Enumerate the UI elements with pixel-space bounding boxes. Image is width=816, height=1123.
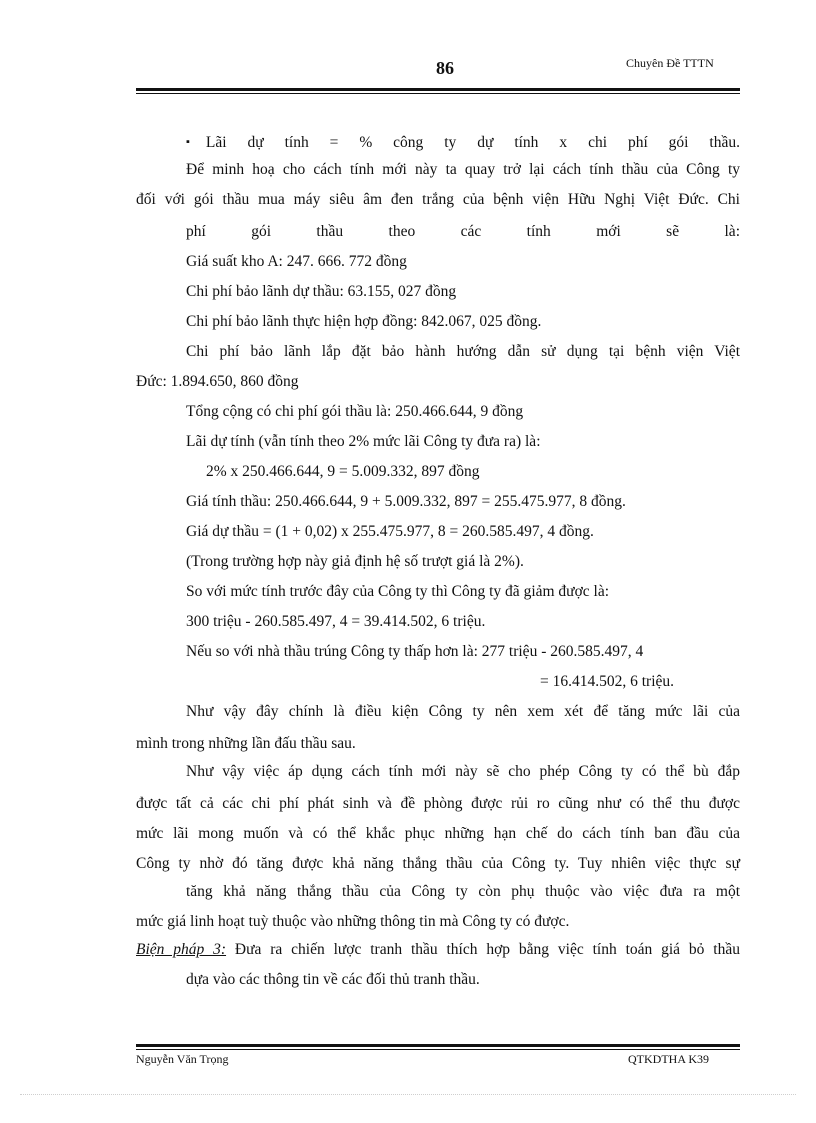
para-line: Nếu so với nhà thầu trúng Công ty thấp hơn là: 277 triệu - 260.585.497, 4 xyxy=(186,643,644,660)
para-line: Như vậy việc áp dụng cách tính mới này sẽ cho phép Công ty có thể bù đắp xyxy=(186,763,740,780)
para-line: được tất cả các chi phí phát sinh và đề phòng được rủi ro cũng như có thể thu được xyxy=(136,795,740,812)
para-line: mức giá linh hoạt tuỳ thuộc vào những thông tin mà Công ty có được. xyxy=(136,913,570,930)
footer-class-code: QTKDTHA K39 xyxy=(628,1052,709,1066)
document-title: Chuyên Đề TTTN xyxy=(626,56,714,70)
header-rule-thick xyxy=(136,88,740,91)
footer-rule-thick xyxy=(136,1044,740,1047)
para-line: dựa vào các thông tin về các đối thủ tranh thầu. xyxy=(186,971,480,988)
para-line: So với mức tính trước đây của Công ty thì Công ty đã giảm được là: xyxy=(186,583,610,600)
para-line: Giá suất kho A: 247. 666. 772 đồng xyxy=(186,253,407,270)
footer-rule-thin xyxy=(136,1049,740,1050)
para-line: mức lãi mong muốn và có thể khắc phục những hạn chế do cách tính ban đầu của xyxy=(136,825,740,842)
para-line: Để minh hoạ cho cách tính mới này ta quay trở lại cách tính thầu của Công ty xyxy=(186,161,740,178)
para-line: Đức: 1.894.650, 860 đồng xyxy=(136,373,299,390)
para-line: Chi phí bảo lãnh lắp đặt bảo hành hướng dẫn sử dụng tại bệnh viện Việt xyxy=(186,343,740,360)
para-line: tăng khả năng thắng thầu của Công ty còn phụ thuộc vào việc đưa ra một xyxy=(186,883,740,900)
para-line: Công ty nhờ đó tăng được khả năng thắng thầu của Công ty. Tuy nhiên việc thực sự xyxy=(136,855,740,872)
para-line: 300 triệu - 260.585.497, 4 = 39.414.502, 6 triệu. xyxy=(186,613,486,630)
para-line: Giá tính thầu: 250.466.644, 9 + 5.009.332, 897 = 255.475.977, 8 đồng. xyxy=(186,493,626,510)
para-line: phí gói thầu theo các tính mới sẽ là: xyxy=(186,223,740,240)
para-line: Chi phí bảo lãnh thực hiện hợp đồng: 842.067, 025 đồng. xyxy=(186,313,542,330)
bullet-line xyxy=(186,132,740,153)
page-bottom-divider xyxy=(20,1094,796,1095)
measure-heading-line xyxy=(136,940,740,960)
bullet-icon: ▪ xyxy=(186,136,190,148)
para-line: (Trong trường hợp này giả định hệ số trượt giá là 2%). xyxy=(186,553,524,570)
para-line: Tổng cộng có chi phí gói thầu là: 250.466.644, 9 đồng xyxy=(186,403,524,420)
measure-text: Đưa ra chiến lược tranh thầu thích hợp bằng việc tính toán giá bỏ thầu xyxy=(226,941,740,958)
formula-line: = 16.414.502, 6 triệu. xyxy=(540,673,675,690)
page-number: 86 xyxy=(436,58,454,78)
measure-label: Biện pháp 3: xyxy=(136,941,227,958)
para-line: Giá dự thầu = (1 + 0,02) x 255.475.977, 8 = 260.585.497, 4 đồng. xyxy=(186,523,594,540)
bullet-text: Lãi dự tính = % công ty dự tính x chi phí gói thầu. xyxy=(205,134,740,151)
para-line: Lãi dự tính (vẫn tính theo 2% mức lãi Công ty đưa ra) là: xyxy=(186,433,541,450)
footer-author: Nguyễn Văn Trọng xyxy=(136,1052,229,1066)
header-rule-thin xyxy=(136,93,740,94)
formula-line: 2% x 250.466.644, 9 = 5.009.332, 897 đồng xyxy=(206,463,480,480)
para-line: Chi phí bảo lãnh dự thầu: 63.155, 027 đồng xyxy=(186,283,457,300)
para-line: mình trong những lần đấu thầu sau. xyxy=(136,735,356,752)
para-line: Như vậy đây chính là điều kiện Công ty nên xem xét để tăng mức lãi của xyxy=(186,703,740,720)
para-line: đối với gói thầu mua máy siêu âm đen trắng của bệnh viện Hữu Nghị Việt Đức. Chi xyxy=(136,191,740,208)
